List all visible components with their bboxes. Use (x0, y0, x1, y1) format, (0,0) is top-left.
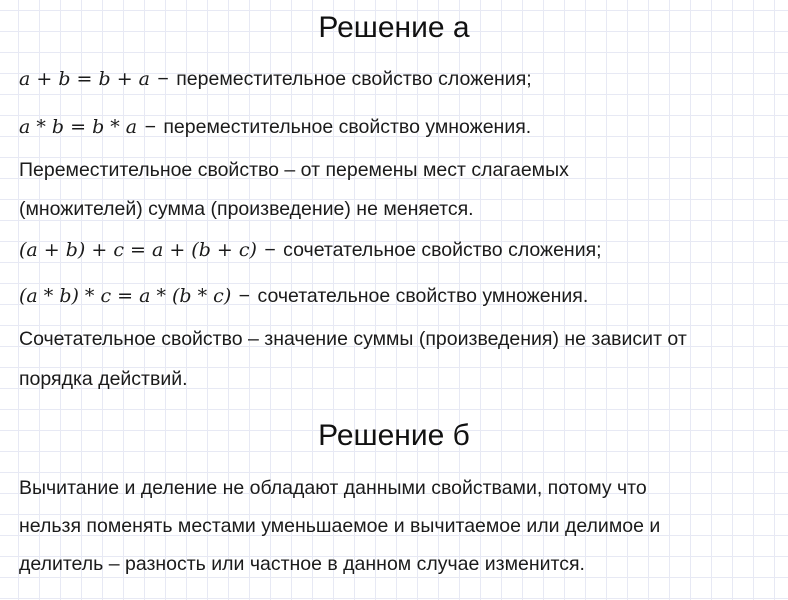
dash-separator: − (157, 68, 169, 90)
formula-description: сочетательное свойство сложения; (283, 239, 602, 261)
formula-line-commutative-addition (19, 66, 532, 92)
paragraph-b-line-3: делитель – разность или частное в данном случае изменится. (19, 553, 585, 575)
paragraph-associative-line-1: Сочетательное свойство – значение суммы (произведения) не зависит от (19, 328, 687, 350)
paragraph-commutative-line-2: (множителей) сумма (произведение) не меняется. (19, 198, 474, 220)
paragraph-b-line-2: нельзя поменять местами уменьшаемое и вычитаемое или делимое и (19, 515, 661, 537)
formula-associative-addition: (a + b) + c = a + (b + c) (19, 239, 257, 261)
dash-separator: − (144, 116, 156, 138)
dash-separator: − (264, 239, 276, 261)
formula-description: переместительное свойство умножения. (163, 116, 532, 138)
formula-line-associative-multiplication (19, 283, 588, 309)
heading-solution-b: Решение б (318, 419, 470, 452)
formula-commutative-multiplication: a * b = b * a (19, 116, 138, 138)
formula-associative-multiplication: (a * b) * c = a * (b * c) (19, 285, 232, 307)
paragraph-b-line-1: Вычитание и деление не обладают данными свойствами, потому что (19, 477, 647, 499)
formula-line-associative-addition (19, 237, 602, 263)
formula-line-commutative-multiplication (19, 114, 531, 140)
paragraph-associative-line-2: порядка действий. (19, 368, 188, 390)
paragraph-commutative-line-1: Переместительное свойство – от перемены мест слагаемых (19, 159, 569, 181)
formula-commutative-addition: a + b = b + a (19, 68, 150, 90)
heading-solution-a: Решение а (318, 11, 470, 44)
formula-description: сочетательное свойство умножения. (257, 285, 589, 307)
dash-separator: − (238, 285, 251, 307)
formula-description: переместительное свойство сложения; (176, 68, 532, 90)
